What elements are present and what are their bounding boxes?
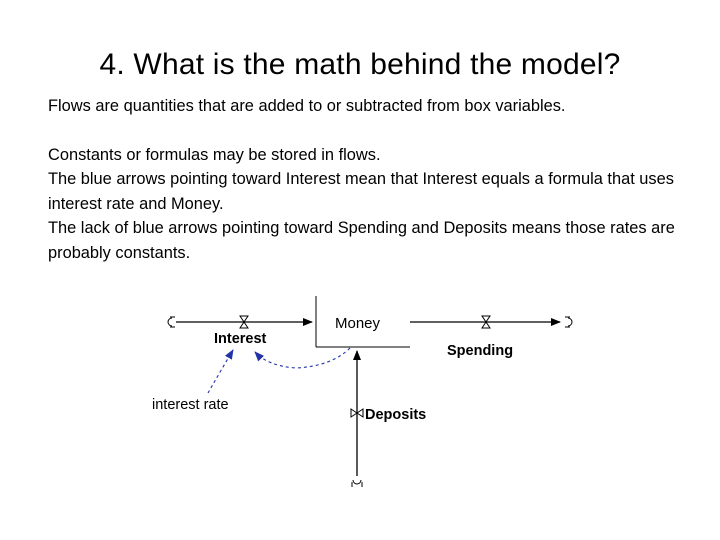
- paragraph-constants: Constants or formulas may be stored in flows.: [48, 145, 381, 164]
- link-money-to-interest: [255, 348, 350, 368]
- spending-flow: [410, 316, 572, 328]
- money-stock-label: Money: [335, 315, 381, 332]
- paragraph-lack-of-arrows: The lack of blue arrows pointing toward Spending and Deposits means those rates are probably constants.: [48, 219, 675, 262]
- link-interest-rate-to-interest: [208, 350, 233, 393]
- deposits-flow-label: Deposits: [365, 407, 427, 423]
- interest-source-cloud-icon: [168, 317, 175, 327]
- deposits-flow: [351, 351, 363, 487]
- interest-flow-label: Interest: [214, 331, 267, 347]
- interest-rate-label: interest rate: [152, 397, 229, 413]
- interest-flow: [168, 316, 312, 328]
- paragraph-flows-definition: Flows are quantities that are added to or subtracted from box variables.: [48, 97, 566, 115]
- spending-flow-label: Spending: [447, 343, 514, 359]
- slide-title: 4. What is the math behind the model?: [99, 48, 621, 81]
- paragraph-blue-arrows: The blue arrows pointing toward Interest mean that Interest equals a formula that uses interest rate and Money.: [48, 170, 674, 213]
- deposits-source-cloud-icon: [352, 480, 362, 487]
- spending-sink-cloud-icon: [565, 317, 572, 327]
